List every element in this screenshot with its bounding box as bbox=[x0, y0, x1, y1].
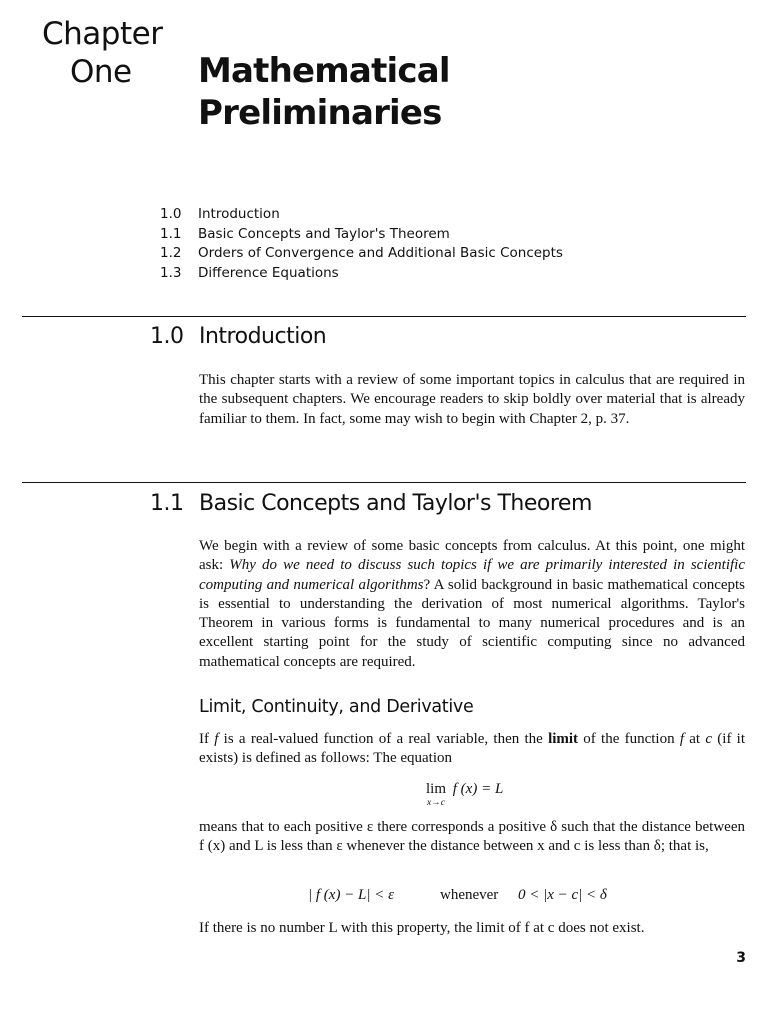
math-var: f bbox=[679, 731, 685, 747]
toc-number: 1.0 bbox=[160, 206, 182, 222]
italic-question: Why do we need to discuss such topics if we are primarily interested in scientific computing and numerical algorithms bbox=[199, 557, 745, 593]
chapter-title bbox=[198, 50, 450, 134]
text-run: If bbox=[199, 731, 215, 747]
no-limit-paragraph: If there is no number L with this property, the limit of f at c does not exist. bbox=[199, 920, 645, 936]
epsilon-delta-paragraph: means that to each positive ε there corresponds a positive δ such that the distance between f (x) and L is less than ε whenever the distance between x and c is less than δ; that is, bbox=[199, 819, 745, 855]
section-title: Basic Concepts and Taylor's Theorem bbox=[199, 491, 592, 516]
chapter-number: One bbox=[70, 54, 132, 90]
math-var: f bbox=[214, 731, 219, 747]
chapter-title-line-2: Preliminaries bbox=[198, 93, 442, 133]
toc-number: 1.1 bbox=[160, 225, 182, 242]
toc-title: Difference Equations bbox=[198, 264, 339, 281]
subsection-title: Limit, Continuity, and Derivative bbox=[199, 697, 474, 717]
chapter-label: Chapter bbox=[42, 16, 163, 52]
toc-entry[interactable] bbox=[160, 205, 563, 225]
basic-concepts-paragraph bbox=[199, 537, 745, 672]
page-number: 3 bbox=[736, 950, 746, 966]
chapter-title-line-1: Mathematical bbox=[198, 51, 450, 91]
toc-number: 1.2 bbox=[160, 245, 182, 261]
toc-number: 1.3 bbox=[160, 264, 182, 281]
limit-definition-paragraph bbox=[199, 730, 745, 769]
bold-term: limit bbox=[548, 731, 579, 747]
lim-subscript: x→c bbox=[427, 798, 445, 808]
text-run: at bbox=[684, 731, 706, 747]
limit-equation bbox=[426, 781, 503, 808]
delta-inequality: 0 < |x − c| < δ bbox=[518, 887, 607, 903]
math-var: c bbox=[705, 731, 713, 747]
section-number: 1.1 bbox=[150, 491, 184, 516]
section-number: 1.0 bbox=[150, 324, 184, 349]
section-title: Introduction bbox=[199, 324, 327, 349]
lim-text: lim bbox=[426, 781, 447, 797]
toc-title: Introduction bbox=[198, 206, 280, 222]
epsilon-inequality: | f (x) − L| < ε bbox=[308, 887, 395, 903]
table-of-contents bbox=[160, 205, 563, 283]
lim-expression: f (x) = L bbox=[452, 781, 504, 797]
intro-paragraph: This chapter starts with a review of some important topics in calculus that are required in the subsequent chapters. We encourage readers to skip boldly over material that is already familiar to them. In fact, some may wish to begin with Chapter 2, p. 37. bbox=[199, 372, 745, 427]
text-run: We begin with a review of some basic concepts from calculus. At this point, one might ask: bbox=[199, 538, 745, 574]
toc-title: Basic Concepts and Taylor's Theorem bbox=[198, 225, 450, 242]
text-run: of the function bbox=[578, 731, 680, 747]
section-divider bbox=[22, 316, 746, 317]
lim-operator bbox=[426, 781, 446, 808]
text-run: ? A solid background in basic mathematical concepts is essential to understanding the derivation of most numerical algorithms. Taylor's Theorem in various forms is fundamental to many numerical procedures and is an excellent starting point for the study of scientific computing since no advanced mathematical concepts are required. bbox=[199, 576, 746, 670]
whenever-text: whenever bbox=[440, 887, 499, 903]
toc-entry[interactable] bbox=[160, 244, 563, 264]
text-run: is a real-valued function of a real variable, then the bbox=[218, 731, 549, 747]
toc-entry[interactable] bbox=[160, 264, 563, 284]
text-run: (if it exists) is defined as follows: The equation bbox=[199, 731, 746, 767]
toc-entry[interactable] bbox=[160, 225, 563, 245]
toc-title: Orders of Convergence and Additional Basic Concepts bbox=[198, 245, 563, 261]
section-divider bbox=[22, 482, 746, 483]
